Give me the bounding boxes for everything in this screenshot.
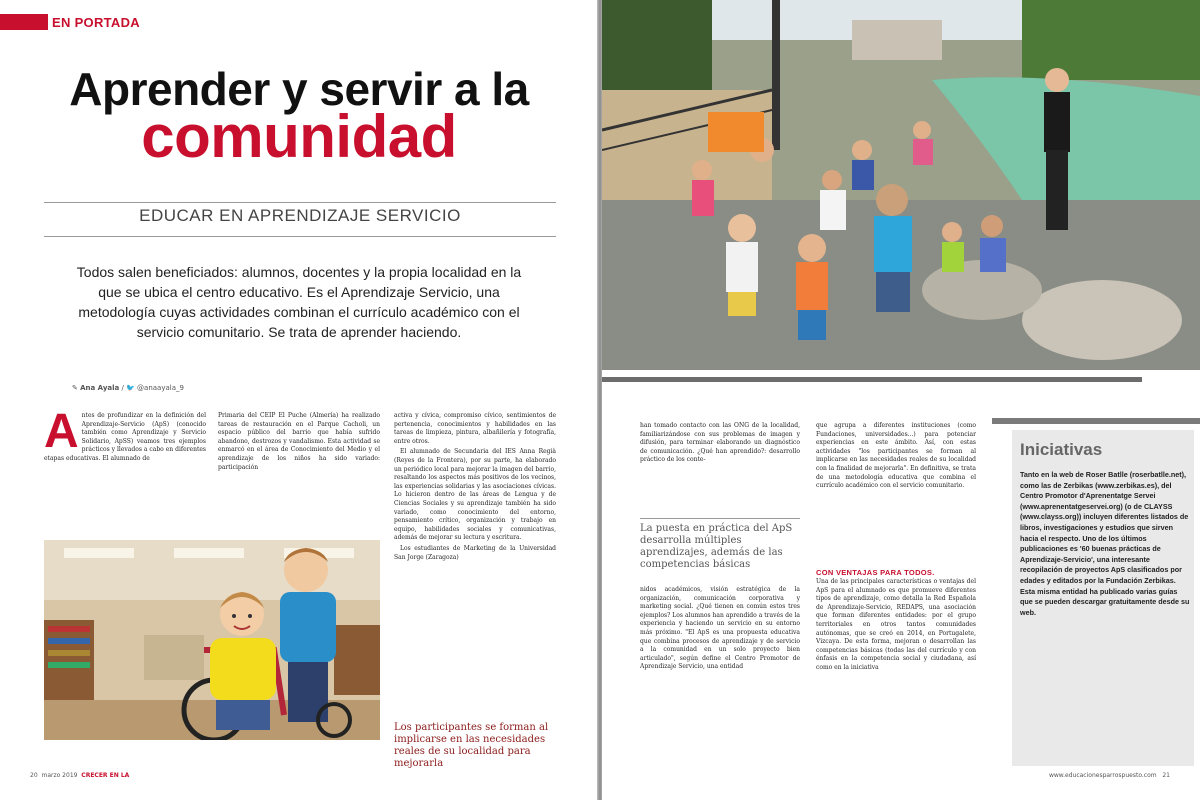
column-3-para-2: El alumnado de Secundaria del IES Anna Regià (Reyes de la Frontera), por su parte, ha elaborado un periódico local para mejorar la imagen del barrio, resaltando los aspectos más positivos de los vecinos, las experiencias solidarias y las asociaciones cívicas. Lo hicieron dentro de las áreas de Lengua y de Ciencias Sociales y su aprendizaje también ha sido variado, como conocimiento del entorno, pensamiento crítico, organización y trabajo en equipo, habilidades sociales y comunicativas, además de mejorar su lectura y escritura. bbox=[394, 448, 556, 542]
pull-quote-right-text: La puesta en práctica del ApS desarrolla múltiples aprendizajes, además de las competencias básicas bbox=[640, 523, 793, 570]
right-column-1b-text: nidos académicos, visión estratégica de la organización, comunicación corporativa y marketing social. ¿Qué tienen en común estos tres ejemplos? Los alumnos han aprendido a través de la experiencia y haciendo un servicio en su entorno más próximo. "El ApS es una propuesta educativa que combina procesos de aprendizaje y de servicio a la comunidad en un solo proyecto bien articulado", según define el Centro Promotor de Aprendizaje Servicio, una entidad bbox=[640, 586, 800, 671]
headline-line2: comunidad bbox=[141, 103, 457, 170]
right-column-2b-text: Una de las principales características o ventajas del ApS para el alumnado es que promueve diferentes tipos de aprendizaje, como detalla la Red Española de Aprendizaje-Servicio, REDAPS, una asociación que forman diferentes entidades: por el grupo territoriales en otros tantos comunidades autónomas, que se creó en 2014, en Portugalete, Vizcaya. De esta forma, mejoran o desarrollan las competencias básicas (todas las del currículo y con énfasis en la competencia social y ciudadana, así como en la iniciativa bbox=[816, 578, 976, 671]
section-tag bbox=[0, 14, 140, 30]
footer-brand: CRECER EN LA bbox=[81, 772, 130, 779]
article-column-2 bbox=[218, 412, 380, 472]
byline-handle: @anaayala_9 bbox=[137, 384, 184, 392]
column-3-para-1: activa y cívica, compromiso cívico, sentimientos de pertenencia, conocimientos y habilidades en las tareas de limpieza, pintura, albañilería y fotografía, entre otros. bbox=[394, 412, 556, 445]
right-column-2-text: que agrupa a diferentes instituciones (como Fundaciones, universidades...) para potenciar experiencias en este ámbito. Así, con estas actividades "los participantes se forman al implicarse en las necesidades reales de su localidad con la finalidad de mejorarla". En definitiva, se trata de una metodología educativa que combina el currículo académico con el servicio comunitario. bbox=[816, 422, 976, 490]
drop-cap: A bbox=[44, 405, 79, 458]
article-column-1 bbox=[44, 405, 206, 464]
sidebar-text: Tanto en la web de Roser Batlle (roserbatlle.net), como las de Zerbikas (www.zerbikas.es), del Centro Promotor d'Aprenentatge Servei (www.aprenentatgeservei.org) (o de CLAYSS (www.clayss.org)) incluyen diferentes listados de libros, investigaciones y estudios que sirven hacia el respecto. Uno de los últimos publicaciones es '60 buenas prácticas de Aprendizaje-Servicio', una interesante recopilación de proyectos ApS clasificados por edades y editados por la Fundación Zerbikas. Esta misma entidad ha publicado varias guías que se pueden descargar gratuitamente desde su web. bbox=[1020, 470, 1190, 617]
footer-url: www.educacionesparrospuesto.com bbox=[1048, 772, 1157, 779]
twitter-icon: 🐦 bbox=[126, 384, 135, 392]
article-column-right-1b bbox=[640, 586, 800, 672]
pull-quote-rule bbox=[640, 518, 800, 519]
footer-page-number-right: 21 bbox=[1162, 772, 1170, 779]
subtitle-rule-bottom bbox=[44, 236, 556, 237]
photo-children-pond-illustration bbox=[602, 0, 1200, 370]
photo-children-pond bbox=[602, 0, 1200, 370]
column-3-para-3: Los estudiantes de Marketing de la Universidad San Jorge (Zaragoza) bbox=[394, 544, 556, 561]
left-page bbox=[0, 0, 598, 800]
pen-icon: ✎ bbox=[72, 384, 78, 392]
byline-author: Ana Ayala bbox=[80, 384, 120, 392]
article-column-right-2b bbox=[816, 578, 976, 673]
subtitle: EDUCAR EN APRENDIZAJE SERVICIO bbox=[139, 206, 461, 225]
footer-page-number-left: 20 bbox=[30, 772, 38, 779]
byline: ✎ Ana Ayala / 🐦 @anaayala_9 bbox=[72, 384, 184, 392]
pull-quote-left: Los participantes se forman al implicarse en las necesidades reales de su localidad para mejorarla bbox=[394, 722, 549, 769]
photo-children-library-illustration bbox=[44, 540, 380, 740]
right-column-1-text: han tomado contacto con las ONG de la localidad, familiarizándose con sus problemas de imagen y difusión, para terminar elaborando un diagnóstico de comunicación. ¿Qué han aprendido?: desarrollo práctico de los conte- bbox=[640, 422, 800, 464]
section-tag-bar bbox=[0, 14, 48, 30]
pull-quote-right bbox=[640, 518, 800, 571]
article-column-3 bbox=[394, 412, 556, 564]
article-column-right-2 bbox=[816, 422, 976, 491]
column-1-text: ntes de profundizar en la definición del Aprendizaje-Servicio (ApS) (conocido también como Aprendizaje y Servicio Solidario, ApSS) veamos tres ejemplos prácticos y llevados a cabo en diferentes etapas educativas. El alumnado de bbox=[44, 412, 206, 462]
article-column-right-1 bbox=[640, 422, 800, 465]
footer-date: marzo 2019 bbox=[41, 772, 78, 779]
divider-bar bbox=[602, 377, 1142, 382]
subtitle-rule-top bbox=[44, 202, 556, 203]
section-tag-label: EN PORTADA bbox=[52, 14, 140, 30]
lead-paragraph: Todos salen beneficiados: alumnos, docentes y la propia localidad en la que se ubica el centro educativo. Es el Aprendizaje Servicio, una metodología cuyas actividades combinan el currículo académico con el servicio comunitario. Se trata de aprender haciendo. bbox=[76, 264, 522, 340]
headline-line1: Aprender y servir a la bbox=[69, 63, 529, 115]
footer-right bbox=[1049, 772, 1170, 779]
sidebar-top-bar bbox=[992, 418, 1200, 424]
footer-left bbox=[30, 772, 129, 779]
column-2-text: Primaria del CEIP El Puche (Almería) ha realizado tareas de restauración en el Parque Cacholi, un espacio público del barrio que había sufrido abandono, destrozos y vandalismo. Esta actividad se enmarcó en el área de Conocimiento del Medio y el aprendizaje de los niños ha sido variado: participación bbox=[218, 412, 380, 471]
section-subhead: CON VENTAJAS PARA TODOS. bbox=[816, 568, 935, 577]
photo-children-library bbox=[44, 540, 380, 740]
sidebar-title: Iniciativas bbox=[1020, 440, 1103, 459]
right-page bbox=[602, 0, 1200, 800]
